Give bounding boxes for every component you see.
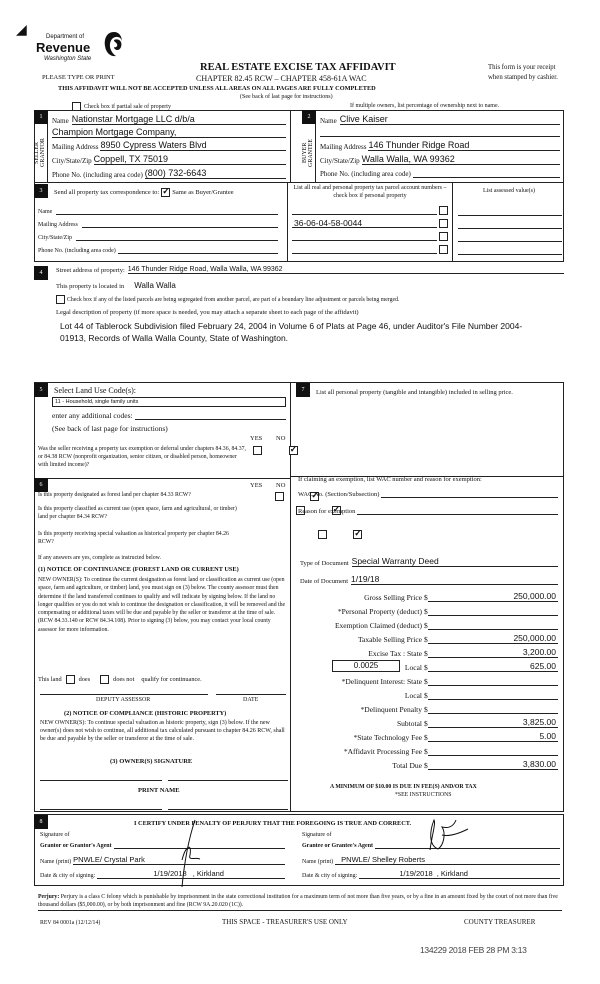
perjury-text: Perjury is a class C felony which is punishable by imprisonment in the state correctional institution for a maximum term of not more than five years, or by a fine in an amount fixed by the court of not more than five thousand dollars ($5,000.00), or by both imprisonment and fine (RCW 9A.20.020 (1C)). bbox=[38, 894, 558, 908]
grantor-sig-label-2: Grantor or Grantor's Agent bbox=[40, 843, 112, 849]
grantee-date-row bbox=[302, 869, 560, 879]
financial-row bbox=[296, 744, 558, 756]
forest-land-question: Is this property designated as forest land per chapter 84.33 RCW? bbox=[38, 492, 191, 498]
seller-name2-row bbox=[52, 127, 286, 138]
assessed-header: List assessed value(s) bbox=[483, 188, 535, 194]
section-7-number: 7 bbox=[296, 383, 310, 397]
yes-header: YES bbox=[250, 435, 263, 442]
corr-address-label: Mailing Address bbox=[38, 222, 78, 228]
perjury-notice bbox=[38, 893, 562, 911]
seller-address-row bbox=[52, 140, 286, 151]
dollar-sign: $ bbox=[424, 677, 428, 686]
financial-row bbox=[296, 632, 558, 644]
corr-address-field[interactable] bbox=[82, 220, 278, 228]
corr-name-label: Name bbox=[38, 209, 53, 215]
doc-date-label: Date of Document bbox=[300, 578, 349, 585]
personal-property-label: List all personal property (tangible and intangible) included in selling price. bbox=[316, 389, 513, 396]
financial-value-field[interactable]: 3,830.00 bbox=[428, 759, 558, 770]
financial-row bbox=[296, 702, 558, 714]
grantee-label: GRANTEE bbox=[308, 139, 314, 167]
parcel-number-field[interactable]: 36-06-04-58-0044 bbox=[292, 218, 437, 228]
financial-row bbox=[296, 604, 558, 616]
seller-address-label: Mailing Address bbox=[52, 143, 99, 151]
located-in-field[interactable]: Walla Walla bbox=[134, 281, 176, 290]
section-5-number: 5 bbox=[34, 383, 48, 397]
print-name-label: PRINT NAME bbox=[138, 787, 180, 794]
assessed-value-field[interactable] bbox=[458, 228, 562, 229]
financial-row bbox=[296, 590, 558, 602]
legal-description-field[interactable]: Lot 44 of Tablerock Subdivision filed February 24, 2004 in Volume 6 of Plats at Page 46, under Auditor's File Number 2004-01913, Records of Walla Walla County, State of Washington. bbox=[60, 321, 523, 343]
assessed-value-field[interactable] bbox=[458, 241, 562, 242]
please-type: PLEASE TYPE OR PRINT bbox=[42, 74, 115, 81]
divider bbox=[287, 182, 288, 262]
financial-value-field[interactable] bbox=[428, 615, 558, 616]
recording-stamp: 134229 2018 FEB 28 PM 3:13 bbox=[420, 945, 527, 955]
buyer-address-row bbox=[320, 140, 560, 151]
corr-name-field[interactable] bbox=[56, 207, 278, 215]
grantor-name-field[interactable]: PNWLE/ Crystal Park bbox=[73, 855, 285, 865]
multiple-owners-note: If multiple owners, list percentage of ownership next to name. bbox=[350, 103, 500, 109]
assessed-value-field[interactable] bbox=[458, 215, 562, 216]
doc-date-row bbox=[300, 574, 558, 585]
section-4-number: 4 bbox=[34, 266, 48, 280]
financial-label: *State Technology Fee bbox=[353, 733, 422, 742]
financial-label: Subtotal bbox=[396, 719, 422, 728]
perjury-bold: Perjury: bbox=[38, 894, 60, 900]
personal-property-checkbox[interactable] bbox=[439, 219, 448, 228]
local-rate-field[interactable]: 0.0025 bbox=[332, 660, 400, 672]
seller-name-row bbox=[52, 114, 286, 125]
wa-state-label: Washington State bbox=[44, 56, 92, 62]
divider bbox=[34, 182, 564, 183]
legal-desc-label: Legal description of property (if more space is needed, you may attach a separate sheet to each page of the affidavit) bbox=[56, 309, 359, 316]
dollar-sign: $ bbox=[424, 593, 428, 602]
parcel-row bbox=[292, 205, 448, 215]
financial-row bbox=[296, 758, 558, 770]
parcel-number-field[interactable] bbox=[292, 205, 437, 215]
same-as-buyer-label: Same as Buyer/Grantee bbox=[172, 189, 234, 196]
parcel-row bbox=[292, 218, 448, 228]
deputy-assessor-signature[interactable] bbox=[40, 694, 208, 695]
financial-value-field[interactable]: 250,000.00 bbox=[428, 633, 558, 644]
located-in-label: This property is located in bbox=[56, 283, 125, 290]
seller-name2-field[interactable]: Champion Mortgage Company, bbox=[52, 127, 286, 138]
owner-signature-field[interactable] bbox=[40, 780, 162, 781]
corr-phone-row bbox=[38, 246, 278, 254]
receipt-note-2: when stamped by cashier. bbox=[488, 74, 558, 81]
wac-field[interactable] bbox=[381, 490, 558, 498]
dollar-sign: $ bbox=[424, 747, 428, 756]
wac-row bbox=[298, 490, 558, 498]
grantor-name-label: Name (print) bbox=[40, 859, 72, 865]
grantee-city-value: , Kirkland bbox=[436, 869, 468, 878]
financial-value-field[interactable] bbox=[428, 713, 558, 714]
reason-label: Reason for exemption bbox=[298, 508, 356, 515]
no-header: NO bbox=[276, 482, 286, 489]
corr-city-field[interactable] bbox=[76, 233, 278, 241]
dollar-sign: $ bbox=[424, 691, 428, 700]
grantor-date-value: 1/19/2018 bbox=[153, 869, 187, 878]
doc-type-field[interactable]: Special Warranty Deed bbox=[352, 556, 558, 567]
county-treasurer-label: COUNTY TREASURER bbox=[464, 918, 536, 926]
financial-value-field[interactable] bbox=[428, 629, 558, 630]
financial-row bbox=[296, 618, 558, 630]
dollar-sign: $ bbox=[424, 705, 428, 714]
dollar-sign: $ bbox=[424, 621, 428, 630]
grantee-signature-scribble-icon bbox=[420, 815, 480, 855]
does-label: does bbox=[78, 676, 91, 683]
exemption-no-checkbox[interactable] bbox=[289, 446, 298, 455]
seller-city-field[interactable]: Coppell, TX 75019 bbox=[94, 154, 286, 165]
section-2-number: 2 bbox=[302, 110, 316, 124]
section-3-number: 3 bbox=[34, 184, 48, 198]
grantor-date-label: Date & city of signing: bbox=[40, 873, 96, 879]
financial-row bbox=[296, 674, 558, 686]
qualify-label: qualify for continuance. bbox=[141, 676, 202, 683]
financial-row bbox=[296, 716, 558, 728]
buyer-name-field[interactable]: Clive Kaiser bbox=[340, 114, 560, 125]
buyer-address-field[interactable]: 146 Thunder Ridge Road bbox=[368, 140, 560, 151]
owner-signature-label: (3) OWNER(S) SIGNATURE bbox=[110, 758, 193, 765]
buyer-phone-label: Phone No. (including area code) bbox=[320, 170, 411, 178]
additional-codes-field[interactable] bbox=[135, 411, 286, 420]
corr-phone-label: Phone No. (including area code) bbox=[38, 248, 116, 254]
deputy-date-field[interactable] bbox=[216, 694, 286, 695]
buyer-side-label bbox=[302, 124, 316, 182]
financial-label: Exemption Claimed (deduct) bbox=[334, 621, 422, 630]
financial-label: Total Due bbox=[392, 761, 422, 770]
correspondence-label: Send all property tax correspondence to: bbox=[54, 189, 160, 196]
notice-compliance-title: (2) NOTICE OF COMPLIANCE (HISTORIC PROPERTY) bbox=[64, 710, 227, 717]
street-address-field[interactable]: 146 Thunder Ridge Road, Walla Walla, WA 99362 bbox=[128, 266, 564, 274]
financial-label: *Delinquent Penalty bbox=[360, 705, 422, 714]
current-use-question: Is this property classified as current use (open space, farm and agricultural, or timber) land per chapter 84.34 RCW? bbox=[38, 506, 237, 520]
additional-codes-label: enter any additional codes: bbox=[52, 411, 133, 420]
personal-property-checkbox[interactable] bbox=[439, 206, 448, 215]
this-land-label: This land bbox=[38, 676, 62, 683]
grantee-date-city-field[interactable] bbox=[359, 869, 560, 879]
seller-name-field[interactable]: Nationstar Mortgage LLC d/b/a bbox=[72, 114, 286, 125]
divider bbox=[290, 110, 291, 182]
financial-label: *Personal Property (deduct) bbox=[337, 607, 422, 616]
grantor-label: GRANTOR bbox=[40, 138, 46, 168]
dollar-sign: $ bbox=[424, 663, 428, 672]
section-6-number: 6 bbox=[34, 478, 48, 492]
notice-continuance-body: NEW OWNER(S): To continue the current designation as forest land or classification as current use (open space, farm and agriculture, or timber) land, you must sign on (3) below. The county assessor must then determine if the land transferred continues to qualify and will indicate by signing below. If the land no longer qualifies or you do not wish to continue the designation or classification, it will be removed and the compensating or additional taxes will be due and payable by the seller or transferor at the time of sale. (RCW 84.33.140 or RCW 84.34.108). Prior to signing (3) below, you may contact your local county assessor for more information. bbox=[38, 577, 286, 633]
parcel-number-field[interactable] bbox=[292, 231, 437, 241]
scan-mark: ◢ bbox=[16, 23, 27, 38]
corr-city-row bbox=[38, 233, 278, 241]
financial-value-field[interactable]: 3,825.00 bbox=[428, 717, 558, 728]
dollar-sign: $ bbox=[424, 761, 428, 770]
treasurer-use-label: THIS SPACE - TREASURER'S USE ONLY bbox=[222, 918, 348, 926]
dor-emblem-icon bbox=[102, 30, 126, 58]
same-as-buyer-checkbox[interactable] bbox=[161, 188, 170, 197]
segregated-checkbox[interactable] bbox=[56, 295, 65, 304]
notice-compliance-body: NEW OWNER(S): To continue special valuation as historic property, sign (3) below. If the new owner(s) does not wish to continue, all additional tax calculated pursuant to chapter 84.26 RCW, shall be due and payable by the seller or transferor at the time of sale. bbox=[40, 720, 285, 742]
doc-type-label: Type of Document bbox=[300, 560, 349, 567]
corr-address-row bbox=[38, 220, 278, 228]
grantee-name-label: Name (print) bbox=[302, 859, 334, 865]
seller-side-label bbox=[34, 124, 48, 182]
if-yes-note: If any answers are yes, complete as instructed below. bbox=[38, 555, 161, 561]
warning-text: THIS AFFIDAVIT WILL NOT BE ACCEPTED UNLESS ALL AREAS ON ALL PAGES ARE FULLY COMPLETED bbox=[58, 85, 376, 92]
buyer-phone-row bbox=[320, 168, 560, 178]
owner-signature-field-2[interactable] bbox=[168, 780, 288, 781]
grantee-sig-label-2: Grantee or Grantee's Agent bbox=[302, 843, 374, 849]
dor-logo bbox=[36, 30, 131, 68]
additional-codes-row bbox=[52, 411, 286, 420]
does-checkbox[interactable] bbox=[66, 675, 75, 684]
doc-date-field[interactable]: 1/19/18 bbox=[351, 574, 558, 585]
personal-property-checkbox[interactable] bbox=[439, 232, 448, 241]
financial-row bbox=[296, 646, 558, 658]
exemption-question: Was the seller receiving a property tax exemption or deferral under chapters 84.36, 84.37, or 84.38 RCW (nonprofit organization, senior citizen, or disabled person, homeowner with limited income)? bbox=[38, 446, 246, 468]
buyer-name2-field[interactable] bbox=[320, 127, 560, 137]
segregated-row bbox=[56, 295, 399, 304]
corr-name-row bbox=[38, 207, 278, 215]
dollar-sign: $ bbox=[424, 607, 428, 616]
parcel-number-field[interactable] bbox=[292, 244, 437, 254]
partial-sale-label: Check box if partial sale of property bbox=[84, 103, 171, 110]
land-use-select[interactable]: 11 - Household, single family units bbox=[52, 397, 286, 407]
dept-of-label: Department of bbox=[46, 34, 85, 40]
seller-name-label: Name bbox=[52, 117, 69, 125]
grantee-name-row bbox=[302, 855, 560, 865]
financial-label: *Affidavit Processing Fee bbox=[343, 747, 422, 756]
financial-label: Gross Selling Price bbox=[364, 593, 422, 602]
buyer-city-label: City/State/Zip bbox=[320, 157, 360, 165]
reason-field[interactable] bbox=[357, 507, 558, 515]
financial-value-field[interactable]: 3,200.00 bbox=[428, 647, 558, 658]
form-title: REAL ESTATE EXCISE TAX AFFIDAVIT bbox=[200, 62, 396, 73]
grantee-name-field[interactable]: PNWLE/ Shelley Roberts bbox=[335, 855, 560, 865]
corr-phone-field[interactable] bbox=[118, 246, 278, 254]
dollar-sign: $ bbox=[424, 635, 428, 644]
historic-yes-checkbox[interactable] bbox=[318, 530, 327, 539]
no-header: NO bbox=[276, 435, 286, 442]
dollar-sign: $ bbox=[424, 649, 428, 658]
financial-value-field[interactable]: 625.00 bbox=[428, 661, 558, 672]
buyer-name-label: Name bbox=[320, 117, 337, 125]
buyer-label: BUYER bbox=[302, 142, 308, 164]
historic-no-checkbox[interactable] bbox=[353, 530, 362, 539]
section-1-number: 1 bbox=[34, 110, 48, 124]
does-not-label: does not bbox=[113, 676, 135, 683]
receipt-note-1: This form is your receipt bbox=[488, 64, 556, 71]
date-label: DATE bbox=[243, 697, 259, 703]
seller-phone-row bbox=[52, 168, 286, 179]
grantee-date-label: Date & city of signing: bbox=[302, 873, 358, 879]
buyer-city-row bbox=[320, 154, 560, 165]
land-use-label: Select Land Use Code(s): bbox=[54, 386, 136, 395]
financial-row bbox=[296, 688, 558, 700]
financial-label: Local bbox=[404, 691, 422, 700]
located-in-row bbox=[56, 281, 356, 290]
financial-value-field[interactable]: 5.00 bbox=[428, 731, 558, 742]
deputy-assessor-label: DEPUTY ASSESSOR bbox=[96, 697, 151, 703]
land-use-see-back: (See back of last page for instructions) bbox=[52, 424, 168, 433]
seller-phone-label: Phone No. (including area code) bbox=[52, 171, 143, 179]
street-address-row bbox=[56, 266, 564, 274]
street-address-label: Street address of property: bbox=[56, 267, 125, 274]
section-8-number: 8 bbox=[34, 815, 48, 829]
certify-statement: I CERTIFY UNDER PENALTY OF PERJURY THAT THE FOREGOING IS TRUE AND CORRECT. bbox=[134, 820, 412, 827]
grantor-signature-scribble-icon bbox=[160, 815, 220, 890]
yes-header: YES bbox=[250, 482, 263, 489]
financial-value-field[interactable] bbox=[428, 699, 558, 700]
print-name-field-2[interactable] bbox=[168, 809, 288, 810]
grantor-sig-label-1: Signature of bbox=[40, 832, 70, 838]
revenue-label: Revenue bbox=[36, 40, 91, 55]
assessed-value-field[interactable] bbox=[458, 254, 562, 255]
seller-city-label: City/State/Zip bbox=[52, 157, 92, 165]
see-instructions-note: *SEE INSTRUCTIONS bbox=[395, 792, 452, 798]
wac-label: WAC No. (Section/Subsection) bbox=[298, 491, 380, 498]
notice-continuance-title: (1) NOTICE OF CONTINUANCE (FOREST LAND OR CURRENT USE) bbox=[38, 566, 239, 573]
buyer-name-row bbox=[320, 114, 560, 125]
financial-label: Excise Tax : State bbox=[368, 649, 422, 658]
financial-label: Local bbox=[404, 663, 422, 672]
parcel-row bbox=[292, 231, 448, 241]
continuance-row bbox=[38, 675, 202, 684]
financial-value-field[interactable] bbox=[428, 755, 558, 756]
parcel-header: List all real and personal property tax parcel account numbers – check box if personal property bbox=[293, 185, 447, 199]
divider bbox=[452, 182, 453, 262]
see-back-note: (See back of last page for instructions) bbox=[240, 94, 333, 100]
minimum-due-note: A MINIMUM OF $10.00 IS DUE IN FEE(S) AND/OR TAX bbox=[330, 784, 477, 790]
forest-yes-checkbox[interactable] bbox=[275, 492, 284, 501]
form-id: REV 84 0001a (12/12/14) bbox=[40, 920, 101, 926]
buyer-name2-row bbox=[320, 127, 560, 137]
buyer-phone-field[interactable] bbox=[413, 168, 560, 178]
dollar-sign: $ bbox=[424, 733, 428, 742]
financial-value-field[interactable]: 250,000.00 bbox=[428, 591, 558, 602]
financial-label: *Delinquent Interest: State bbox=[341, 677, 422, 686]
segregated-label: Check box if any of the listed parcels are being segregated from another parcel, are part of a boundary line adjustment or parcels being merged. bbox=[67, 296, 400, 303]
financial-label: Taxable Selling Price bbox=[357, 635, 422, 644]
historic-question: Is this property receiving special valuation as historical property per chapter 84.26 RCW? bbox=[38, 531, 229, 545]
grantee-date-value: 1/19/2018 bbox=[399, 869, 433, 878]
buyer-city-field[interactable]: Walla Walla, WA 99362 bbox=[362, 154, 560, 165]
doc-type-row bbox=[300, 556, 558, 567]
does-not-checkbox[interactable] bbox=[100, 675, 109, 684]
financial-value-field[interactable] bbox=[428, 685, 558, 686]
personal-property-checkbox[interactable] bbox=[439, 245, 448, 254]
print-name-field[interactable] bbox=[40, 809, 162, 810]
grantee-sig-label-1: Signature of bbox=[302, 832, 332, 838]
seller-city-row bbox=[52, 154, 286, 165]
seller-phone-field[interactable]: (800) 732-6643 bbox=[145, 168, 286, 179]
chapter-ref: CHAPTER 82.45 RCW – CHAPTER 458-61A WAC bbox=[196, 74, 367, 83]
grantor-city-value: , Kirkland bbox=[192, 869, 224, 878]
correspondence-row bbox=[54, 188, 234, 197]
dollar-sign: $ bbox=[424, 719, 428, 728]
reason-row bbox=[298, 507, 558, 515]
exemption-claim-label: If claiming an exemption, list WAC number and reason for exemption: bbox=[298, 476, 482, 483]
seller-address-field[interactable]: 8950 Cypress Waters Blvd bbox=[100, 140, 286, 151]
financial-row bbox=[296, 730, 558, 742]
divider bbox=[34, 478, 290, 479]
seller-label: SELLER bbox=[34, 142, 40, 164]
parcel-row bbox=[292, 244, 448, 254]
exemption-yes-checkbox[interactable] bbox=[253, 446, 262, 455]
corr-city-label: City/State/Zip bbox=[38, 235, 72, 241]
buyer-address-label: Mailing Address bbox=[320, 143, 367, 151]
